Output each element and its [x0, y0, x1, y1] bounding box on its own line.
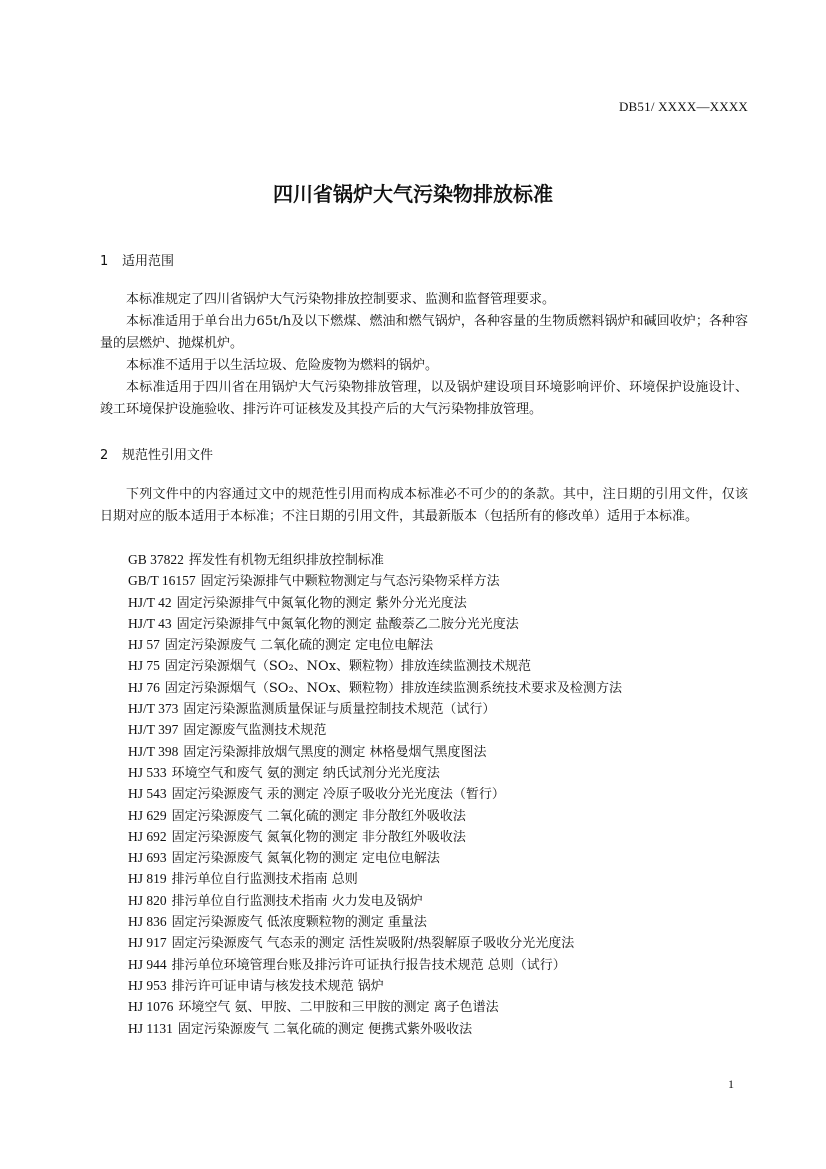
reference-name: 固定污染源废气 二氧化硫的测定 便携式紫外吸收法 — [177, 1021, 473, 1037]
reference-code: HJ 917 — [128, 935, 167, 951]
reference-code: HJ 57 — [128, 637, 160, 653]
reference-name: 固定源废气监测技术规范 — [183, 723, 327, 739]
reference-name: 环境空气和废气 氨的测定 纳氏试剂分光光度法 — [171, 765, 440, 781]
reference-name: 固定污染源排气中氮氧化物的测定 紫外分光光度法 — [176, 595, 467, 611]
reference-name: 排污单位自行监测技术指南 总则 — [171, 872, 358, 888]
reference-code: GB/T 16157 — [128, 573, 196, 589]
reference-item — [128, 741, 622, 762]
reference-name: 挥发性有机物无组织排放控制标准 — [188, 553, 384, 568]
reference-item — [128, 719, 622, 740]
reference-code: HJ/T 398 — [128, 743, 179, 759]
reference-name: 环境空气 氨、甲胺、二甲胺和三甲胺的测定 离子色谱法 — [178, 1000, 499, 1016]
reference-code: GB 37822 — [128, 552, 184, 567]
section-heading-1 — [100, 250, 174, 269]
paragraph: 下列文件中的内容通过文中的规范性引用而构成本标准必不可少的的条款。其中，注日期的引用文件，仅该日期对应的版本适用于本标准；不注日期的引用文件，其最新版本（包括所有的修改单）适用于本标准。 — [100, 487, 748, 524]
reference-name: 固定污染源排气中颗粒物测定与气态污染物采样方法 — [200, 574, 500, 590]
reference-item — [128, 698, 622, 719]
reference-item — [128, 975, 622, 996]
reference-code: HJ/T 397 — [128, 722, 179, 738]
reference-code: HJ/T 42 — [128, 594, 172, 610]
reference-code: HJ 629 — [128, 807, 167, 823]
reference-item — [128, 783, 622, 804]
reference-item — [128, 868, 622, 889]
reference-name: 固定污染源监测质量保证与质量控制技术规范（试行） — [183, 702, 496, 718]
reference-item — [128, 826, 622, 847]
page-title: 四川省锅炉大气污染物排放标准 — [273, 182, 553, 206]
reference-code: HJ 1076 — [128, 999, 174, 1015]
reference-code: HJ 693 — [128, 850, 167, 866]
reference-item — [128, 613, 622, 634]
reference-code: HJ 76 — [128, 679, 160, 695]
reference-name: 固定污染源废气 氮氧化物的测定 定电位电解法 — [171, 851, 440, 867]
doc-code: DB51/ XXXX—XXXX — [618, 99, 748, 114]
page-number: 1 — [728, 1077, 734, 1091]
reference-item — [128, 570, 622, 591]
reference-name: 固定污染源废气 低浓度颗粒物的测定 重量法 — [171, 915, 427, 931]
reference-item — [128, 549, 622, 570]
reference-item — [128, 847, 622, 868]
reference-code: HJ 953 — [128, 977, 167, 993]
reference-code: HJ/T 373 — [128, 701, 179, 717]
reference-name: 固定污染源废气 气态汞的测定 活性炭吸附/热裂解原子吸收分光光度法 — [171, 936, 575, 952]
reference-item — [128, 1018, 622, 1039]
reference-item — [128, 890, 622, 911]
reference-code: HJ/T 43 — [128, 615, 172, 631]
paragraph: 本标准不适用于以生活垃圾、危险废物为燃料的锅炉。 — [126, 358, 439, 373]
paragraph: 本标准适用于四川省在用锅炉大气污染物排放管理，以及锅炉建设项目环境影响评价、环境保护设施设计、竣工环境保护设施验收、排污许可证核发及其投产后的大气污染物排放管理。 — [100, 380, 748, 417]
reference-name: 固定污染源废气 氮氧化物的测定 非分散红外吸收法 — [171, 829, 466, 845]
reference-name: 固定污染源废气 汞的测定 冷原子吸收分光光度法（暂行） — [171, 787, 505, 803]
reference-item — [128, 911, 622, 932]
section-heading-2 — [100, 444, 213, 463]
reference-code: HJ 836 — [128, 914, 167, 930]
reference-item — [128, 954, 622, 975]
reference-name: 排污单位环境管理台账及排污许可证执行报告技术规范 总则（试行） — [171, 957, 566, 973]
section-heading-text: 适用范围 — [122, 254, 175, 269]
reference-name: 固定污染源废气 二氧化硫的测定 定电位电解法 — [164, 638, 434, 654]
reference-code: HJ 1131 — [128, 1020, 173, 1036]
reference-item — [128, 592, 622, 613]
reference-code: HJ 543 — [128, 786, 167, 802]
reference-name: 固定污染源烟气（SO₂、NOx、颗粒物）排放连续监测技术规范 — [164, 659, 532, 675]
reference-item — [128, 655, 622, 676]
reference-item — [128, 634, 622, 655]
section-number: 2 — [100, 448, 109, 463]
reference-list — [128, 549, 622, 1039]
paragraph: 本标准规定了四川省锅炉大气污染物排放控制要求、监测和监督管理要求。 — [126, 292, 556, 307]
section-heading-text: 规范性引用文件 — [122, 448, 214, 463]
reference-code: HJ 944 — [128, 956, 167, 972]
reference-item — [128, 762, 622, 783]
reference-code: HJ 819 — [128, 871, 167, 887]
reference-name: 固定污染源烟气（SO₂、NOx、颗粒物）排放连续监测系统技术要求及检测方法 — [164, 680, 623, 696]
reference-name: 固定污染源排放烟气黑度的测定 林格曼烟气黑度图法 — [183, 744, 487, 760]
reference-code: HJ 533 — [128, 764, 167, 780]
paragraph: 本标准适用于单台出力65t/h及以下燃煤、燃油和燃气锅炉，各种容量的生物质燃料锅炉和碱回收炉；各种容量的层燃炉、抛煤机炉。 — [100, 314, 748, 351]
reference-name: 固定污染源排气中氮氧化物的测定 盐酸萘乙二胺分光光度法 — [176, 616, 519, 632]
reference-name: 排污许可证申请与核发技术规范 锅炉 — [171, 978, 384, 994]
reference-name: 固定污染源废气 二氧化硫的测定 非分散红外吸收法 — [171, 808, 466, 824]
section-number: 1 — [100, 254, 109, 269]
reference-code: HJ 820 — [128, 892, 167, 908]
reference-name: 排污单位自行监测技术指南 火力发电及锅炉 — [171, 893, 423, 909]
reference-code: HJ 692 — [128, 828, 167, 844]
reference-item — [128, 932, 622, 953]
reference-item — [128, 677, 622, 698]
reference-code: HJ 75 — [128, 658, 160, 674]
reference-item — [128, 996, 622, 1017]
reference-item — [128, 805, 622, 826]
